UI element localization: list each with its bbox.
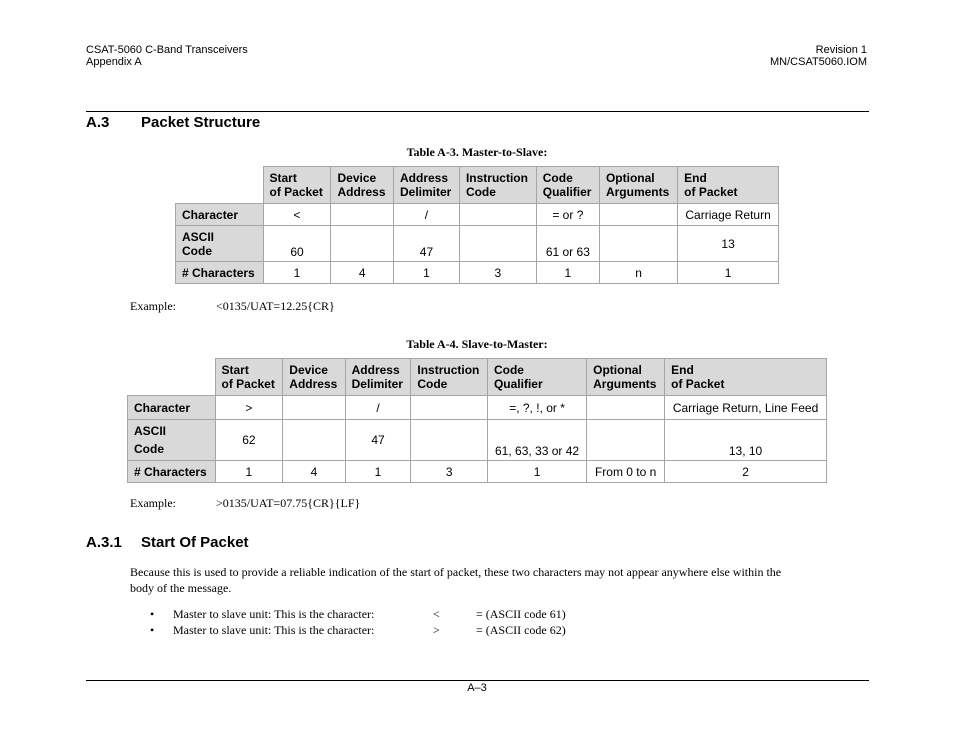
cell: 1: [394, 262, 460, 284]
table-row-count: [128, 461, 827, 483]
row-label-ascii-code: ASCII Code: [176, 226, 264, 262]
header-code-qualifier: Code Qualifier: [487, 359, 586, 396]
table-row-ascii: [128, 420, 827, 461]
header-manual-number: MN/CSAT5060.IOM: [770, 56, 867, 68]
cell: <: [263, 204, 331, 226]
cell: [459, 204, 536, 226]
example-value: >0135/UAT=07.75{CR}{LF}: [216, 496, 361, 510]
table-row-count: [176, 262, 779, 284]
header-code-qualifier: Code Qualifier: [536, 167, 599, 204]
cell: = or ?: [536, 204, 599, 226]
cell: >: [215, 396, 283, 420]
cell: 47: [345, 420, 411, 461]
table-corner: [176, 167, 264, 204]
bullet-char: <: [433, 607, 440, 621]
table-corner: [128, 359, 216, 396]
row-label-character: Character: [176, 204, 264, 226]
header-end-of-packet: End of Packet: [678, 167, 779, 204]
cell: [459, 226, 536, 262]
bullet-icon: •: [150, 607, 155, 621]
cell: 13: [678, 226, 779, 262]
cell: 1: [536, 262, 599, 284]
cell: /: [394, 204, 460, 226]
row-label-count: # Characters: [176, 262, 264, 284]
table-header-row: [128, 359, 827, 396]
cell: =, ?, !, or *: [487, 396, 586, 420]
header-address-delimiter: Address Delimiter: [345, 359, 411, 396]
row-label-ascii-code: ASCII Code: [128, 420, 216, 461]
bullet-text: Master to slave unit: This is the character:: [173, 607, 375, 621]
cell: 4: [283, 461, 345, 483]
cell: [283, 396, 345, 420]
paragraph-line-2: body of the message.: [130, 581, 232, 595]
cell: 13, 10: [665, 420, 827, 461]
paragraph-line-1: Because this is used to provide a reliable indication of the start of packet, these two characters may not appear anywhere else within the: [130, 565, 782, 579]
bullet-char: >: [433, 623, 440, 637]
header-revision: Revision 1: [815, 44, 867, 56]
cell: [599, 226, 677, 262]
table-a4: [127, 358, 827, 483]
section-number: A.3: [86, 114, 110, 131]
cell: Carriage Return, Line Feed: [665, 396, 827, 420]
cell: 61 or 63: [536, 226, 599, 262]
example-value: <0135/UAT=12.25{CR}: [216, 299, 335, 313]
example-label: Example:: [130, 496, 176, 510]
cell: From 0 to n: [587, 461, 665, 483]
cell: 1: [487, 461, 586, 483]
table-a3: [175, 166, 779, 284]
cell: [283, 420, 345, 461]
table-row-character: [176, 204, 779, 226]
header-start-of-packet: Start of Packet: [263, 167, 331, 204]
cell: [411, 396, 488, 420]
cell: [599, 204, 677, 226]
cell: [331, 226, 394, 262]
header-instruction-code: Instruction Code: [411, 359, 488, 396]
cell: 4: [331, 262, 394, 284]
table-row-ascii: [176, 226, 779, 262]
cell: 47: [394, 226, 460, 262]
header-address-delimiter: Address Delimiter: [394, 167, 460, 204]
cell: /: [345, 396, 411, 420]
row-label-character: Character: [128, 396, 216, 420]
cell: 3: [411, 461, 488, 483]
table-a3-caption: Table A-3. Master-to-Slave:: [406, 145, 548, 159]
cell: [411, 420, 488, 461]
header-device-address: Device Address: [331, 167, 394, 204]
cell: [587, 420, 665, 461]
header-rule: [86, 111, 869, 112]
cell: 3: [459, 262, 536, 284]
cell: 62: [215, 420, 283, 461]
header-appendix: Appendix A: [86, 56, 142, 68]
bullet-code: = (ASCII code 61): [476, 607, 566, 621]
table-a4-caption: Table A-4. Slave-to-Master:: [406, 337, 548, 351]
bullet-text: Master to slave unit: This is the character:: [173, 623, 375, 637]
subsection-number: A.3.1: [86, 534, 122, 551]
cell: 61, 63, 33 or 42: [487, 420, 586, 461]
header-start-of-packet: Start of Packet: [215, 359, 283, 396]
cell: [331, 204, 394, 226]
example-label: Example:: [130, 299, 176, 313]
cell: Carriage Return: [678, 204, 779, 226]
cell: n: [599, 262, 677, 284]
header-optional-arguments: Optional Arguments: [599, 167, 677, 204]
cell: 1: [345, 461, 411, 483]
header-end-of-packet: End of Packet: [665, 359, 827, 396]
cell: 1: [678, 262, 779, 284]
table-row-character: [128, 396, 827, 420]
cell: 1: [263, 262, 331, 284]
footer-rule: [86, 680, 869, 681]
cell: 60: [263, 226, 331, 262]
header-instruction-code: Instruction Code: [459, 167, 536, 204]
header-doc-title: CSAT-5060 C-Band Transceivers: [86, 44, 248, 56]
section-title: Packet Structure: [141, 114, 261, 131]
table-header-row: [176, 167, 779, 204]
row-label-count: # Characters: [128, 461, 216, 483]
cell: [587, 396, 665, 420]
header-optional-arguments: Optional Arguments: [587, 359, 665, 396]
bullet-code: = (ASCII code 62): [476, 623, 566, 637]
header-device-address: Device Address: [283, 359, 345, 396]
cell: 1: [215, 461, 283, 483]
page-number: A–3: [467, 682, 487, 694]
subsection-title: Start Of Packet: [141, 534, 249, 551]
bullet-icon: •: [150, 623, 155, 637]
cell: 2: [665, 461, 827, 483]
